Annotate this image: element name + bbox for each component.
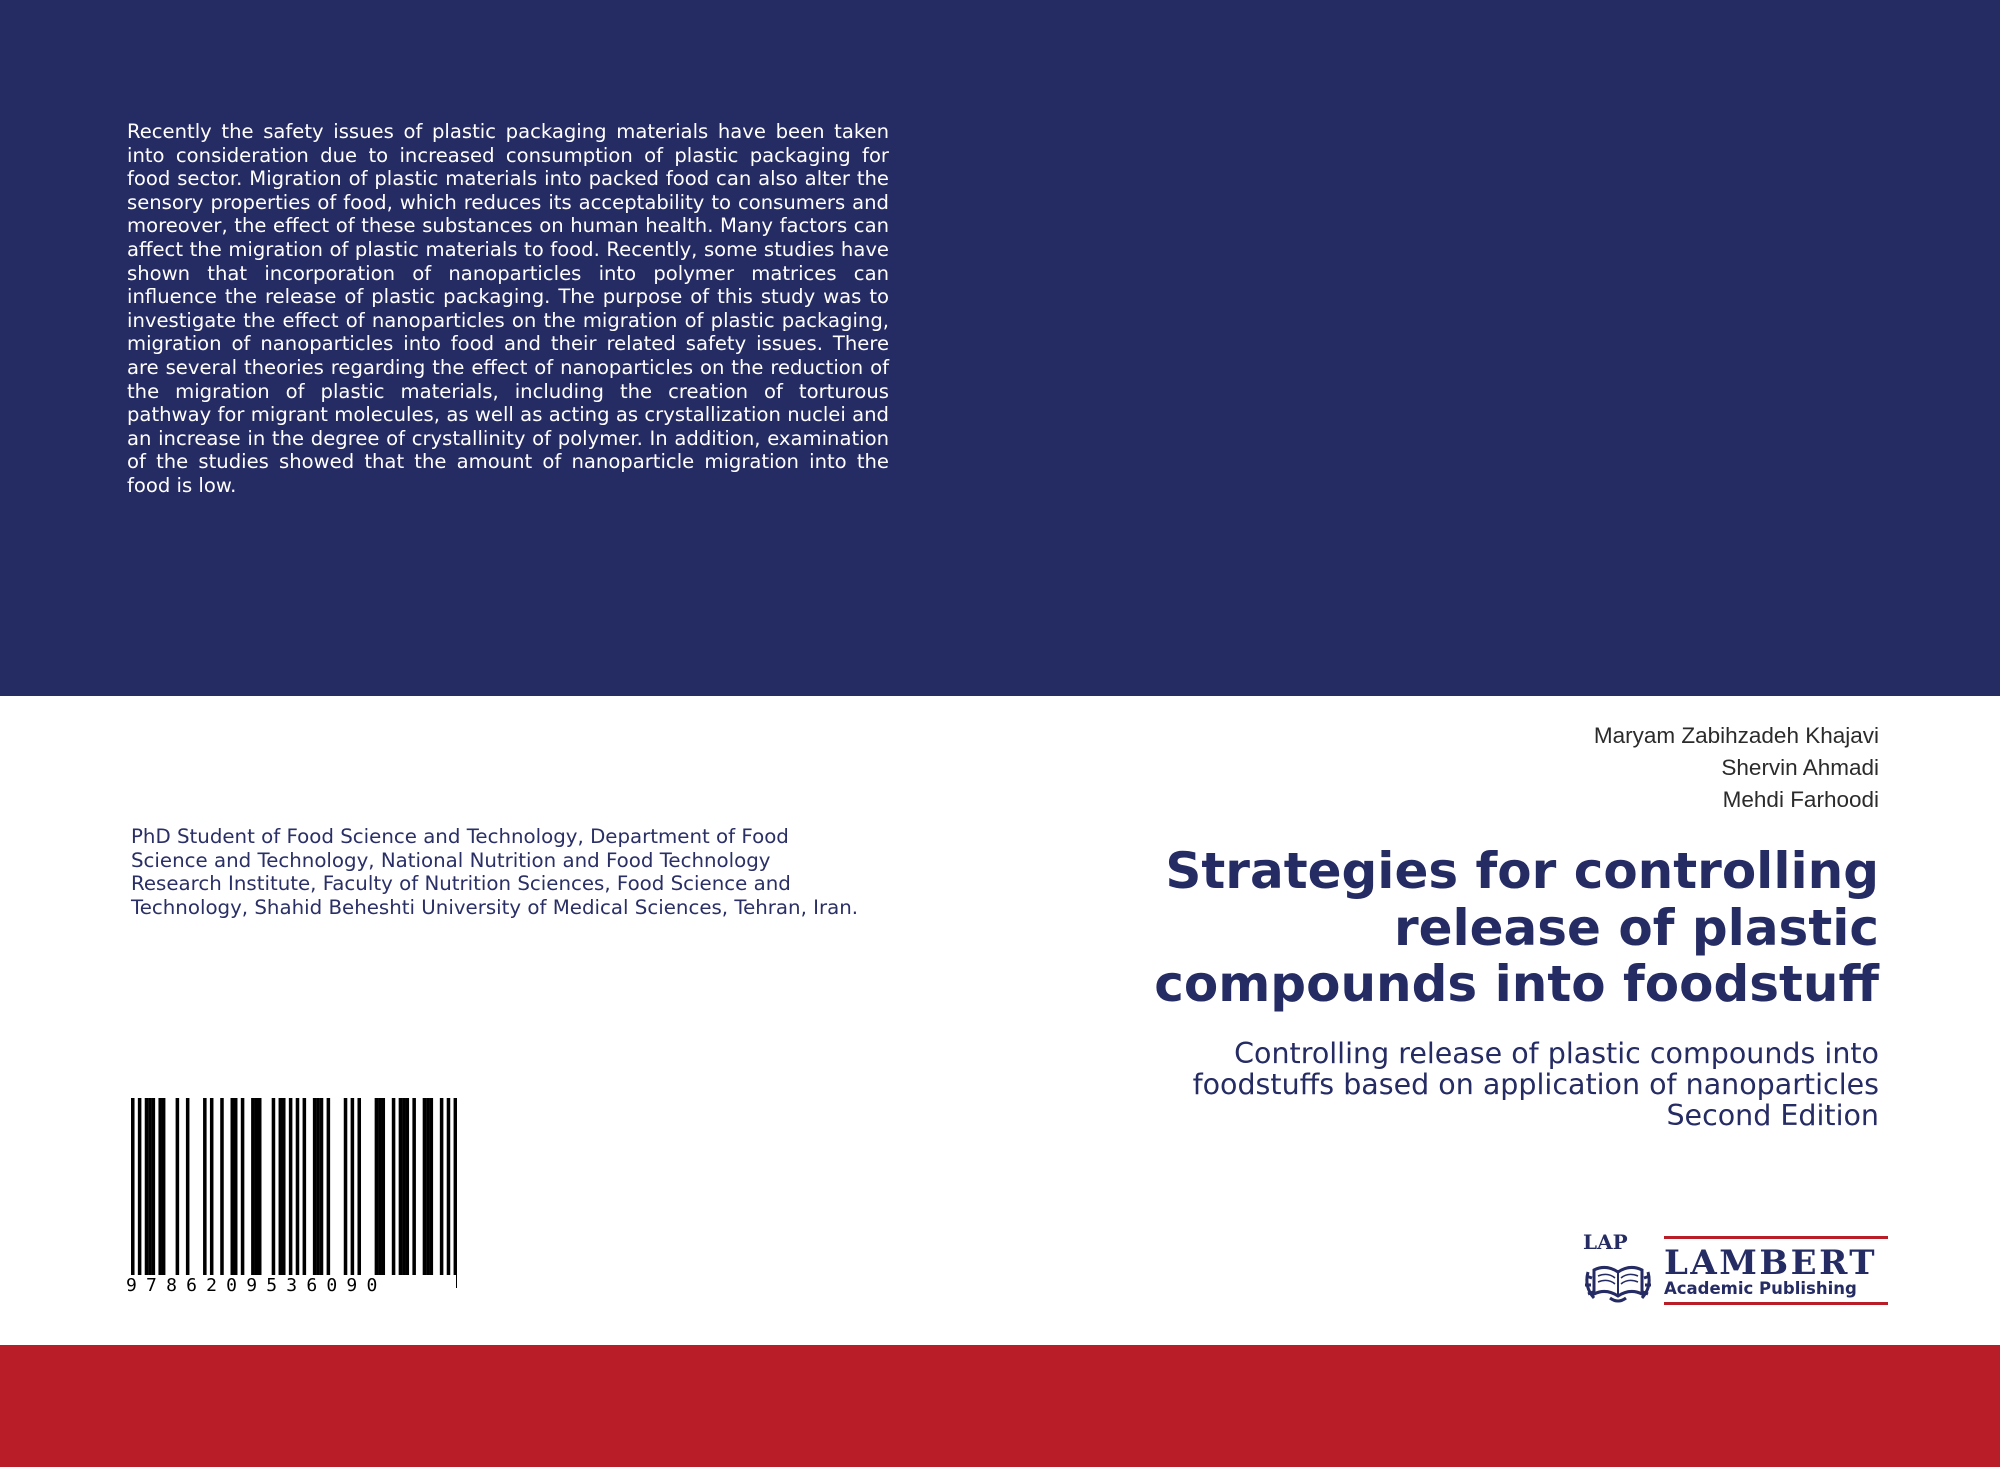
barcode-bar [203,1098,207,1276]
barcode-bar [220,1098,224,1276]
barcode-bar [392,1098,396,1276]
book-title-line: Strategies for controlling [1165,842,1879,900]
barcode-bar [234,1098,238,1276]
book-subtitle [1193,1038,1879,1131]
book-title [1154,843,1879,1013]
barcode-bar [231,1098,235,1276]
publisher-tagline: Academic Publishing [1664,1279,1857,1298]
barcode-bar [145,1098,149,1276]
barcode-bar [148,1098,152,1276]
barcode-bar [138,1098,142,1288]
barcode-bar [158,1098,162,1276]
barcode-bar [327,1098,331,1276]
barcode-bar [382,1098,386,1276]
barcode-bar [176,1098,180,1276]
barcode-bar [296,1098,300,1288]
book-title-line: release of plastic [1393,898,1879,957]
isbn-number: 9786209536090 [126,1275,456,1296]
barcode-bar [162,1098,166,1276]
book-title-line: compounds into foodstuff [1154,955,1879,1013]
author-name: Mehdi Farhoodi [1722,787,1879,812]
barcode-bar [303,1098,307,1276]
barcode-bar [378,1098,382,1276]
barcode-bar [316,1098,320,1276]
barcode-bar [152,1098,156,1276]
barcode-bar [412,1098,416,1276]
barcode-bar [430,1098,434,1276]
cover-bottom-band [0,1345,2000,1467]
barcode-bar [282,1098,286,1276]
barcode-bar [279,1098,283,1276]
barcode-bar [258,1098,262,1276]
publisher-name: LAMBERT [1664,1243,1878,1283]
barcode-bar [210,1098,214,1276]
book-edition: Second Edition [1666,1099,1879,1132]
barcode-bar [320,1098,324,1276]
book-subtitle-line: Controlling release of plastic compounds into [1234,1037,1879,1070]
author-bio [131,825,891,919]
barcode-bar [351,1098,355,1276]
barcode-bar [186,1098,190,1276]
barcode-bar [454,1098,457,1288]
author-name: Shervin Ahmadi [1721,755,1879,780]
publisher-emblem-text: LAP [1583,1230,1628,1254]
barcode-bar [426,1098,430,1276]
barcode-bar [447,1098,451,1288]
barcode-bar [241,1098,245,1276]
book-subtitle-line: foodstuffs based on application of nanoparticles [1192,1068,1879,1101]
barcode-bar [406,1098,410,1276]
open-book-laurel-icon [1578,1232,1658,1306]
logo-rule-bottom [1664,1302,1888,1305]
barcode-bar [131,1098,135,1288]
publisher-logo [1578,1232,1890,1306]
barcode-bar [402,1098,406,1276]
barcode-bar [272,1098,276,1276]
barcode-bar [255,1098,259,1276]
logo-rule-top [1664,1236,1888,1239]
barcode-bar [399,1098,403,1276]
barcode-bar [251,1098,255,1276]
book-blurb: Recently the safety issues of plastic packaging materials have been taken into consideration due to increased consumption of plastic packaging for food sector. Migration of plastic materials into packed food can also alter the sensory properties of food, which reduces its acceptability to consumers and moreover, the effect of these substances on human health. Many factors can affect the migration of plastic materials to food. Recently, some studies have shown that incorporation of nanoparticles into polymer matrices can influence the release of plastic packaging. The purpose of this study was to investigate the effect of nanoparticles on the migration of plastic packaging, migration of nanoparticles into food and their related safety issues. There are several theories regarding the effect of nanoparticles on the reduction of the migration of plastic materials, including the creation of torturous pathway for migrant molecules, as well as acting as crystallization nuclei and an increase in the degree of crystallinity of polymer. In addition, examination of the studies showed that the amount of nanoparticle migration into the food is low. [127,120,889,497]
barcode-bar [313,1098,317,1276]
author-bio-line: Technology, Shahid Beheshti University of Medical Sciences, Tehran, Iran. [131,895,859,919]
barcode-bars [131,1098,457,1288]
barcode-bar [289,1098,293,1288]
author-list [1594,720,1879,816]
author-bio-line: Research Institute, Faculty of Nutrition Sciences, Food Science and [131,872,791,896]
barcode-bar [357,1098,361,1276]
author-bio-line: Science and Technology, National Nutrition and Food Technology [131,848,771,872]
isbn-barcode [131,1098,457,1288]
barcode-bar [423,1098,427,1276]
author-bio-line: PhD Student of Food Science and Technology, Department of Food [131,825,789,848]
barcode-bar [440,1098,444,1276]
barcode-bar [375,1098,379,1276]
author-name: Maryam Zabihzadeh Khajavi [1593,723,1879,748]
barcode-bar [344,1098,348,1276]
